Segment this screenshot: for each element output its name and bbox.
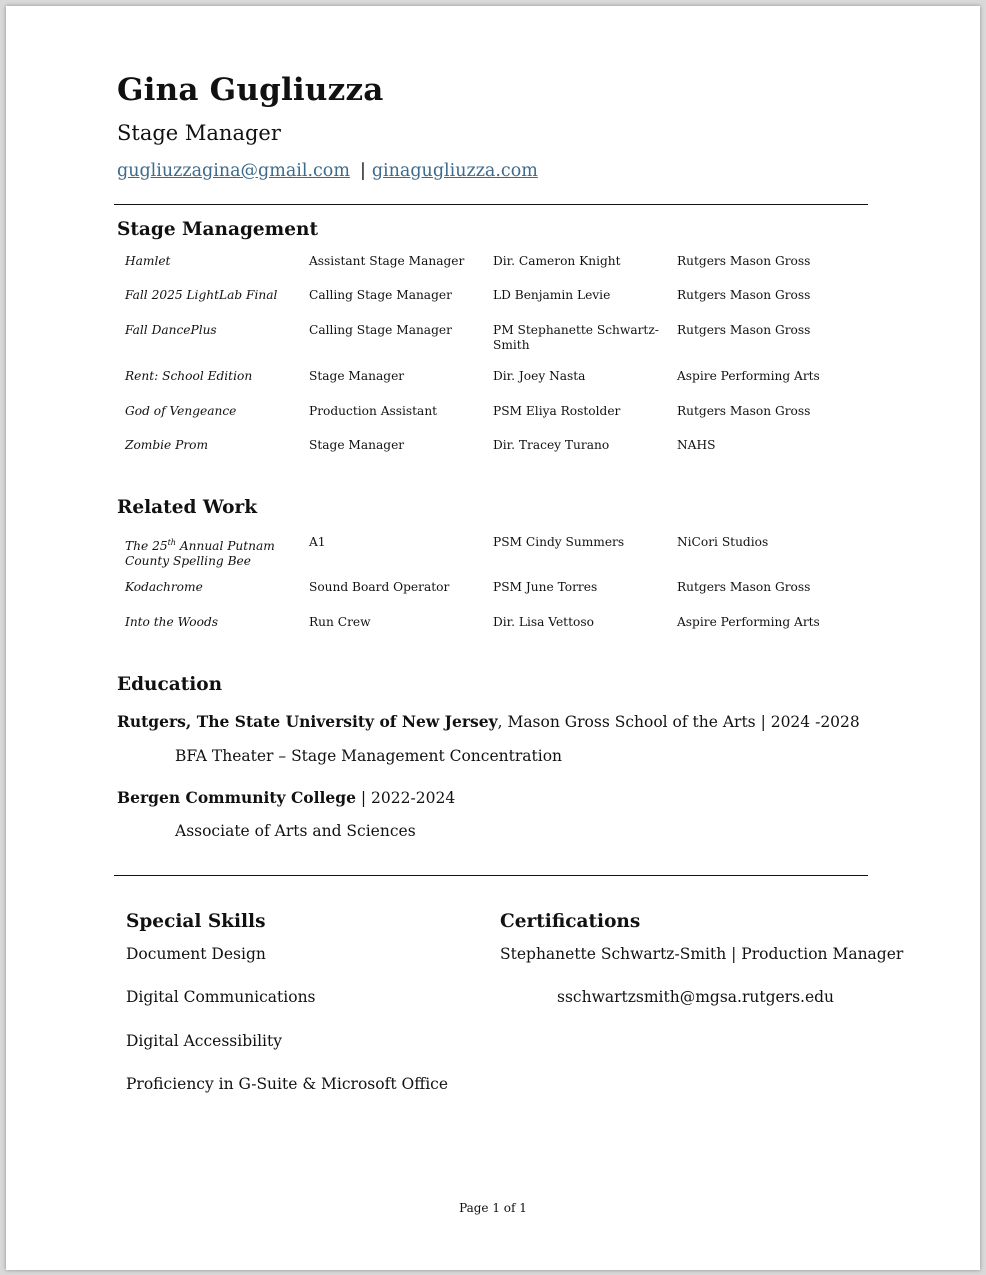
credit-position: Production Assistant (309, 404, 438, 418)
credit-title: Rent: School Edition (125, 369, 253, 383)
credit-title: God of Vengeance (125, 404, 237, 418)
resume-page (6, 6, 980, 1270)
credit-row (125, 404, 865, 438)
credit-director: PSM Cindy Summers (493, 535, 625, 549)
credit-company: Rutgers Mason Gross (677, 580, 811, 594)
credit-company: NiCori Studios (677, 535, 769, 549)
resume-role: Stage Manager (117, 121, 281, 145)
credit-row (125, 254, 865, 288)
credit-director: Dir. Tracey Turano (493, 438, 610, 452)
credit-position: Assistant Stage Manager (309, 254, 465, 268)
credit-title: Fall DancePlus (125, 323, 217, 337)
credit-title: Zombie Prom (125, 438, 209, 452)
credit-position: A1 (309, 535, 326, 549)
credit-title: Fall 2025 LightLab Final (125, 288, 278, 302)
credit-row (125, 369, 865, 404)
website-link[interactable]: ginagugliuzza.com (371, 161, 538, 181)
education-school-2: Bergen Community College | 2022-2024 (117, 788, 456, 807)
credit-company: NAHS (677, 438, 716, 452)
email-link[interactable]: gugliuzzagina@gmail.com (117, 161, 350, 181)
credit-company: Rutgers Mason Gross (677, 404, 811, 418)
certification-email: sschwartzsmith@mgsa.rutgers.edu (557, 988, 835, 1006)
skill-item: Digital Communications (126, 988, 316, 1006)
credit-position: Calling Stage Manager (309, 323, 452, 337)
credit-title: Hamlet (125, 254, 171, 268)
special-skills-heading: Special Skills (126, 911, 266, 932)
credit-director: PSM Eliya Rostolder (493, 404, 621, 418)
credit-position: Sound Board Operator (309, 580, 450, 594)
bottom-divider (114, 875, 868, 876)
contact-line (117, 161, 538, 181)
education-school-1: Rutgers, The State University of New Jersey, Mason Gross School of the Arts | 2024 -2028 (117, 712, 860, 731)
education-degree-1: BFA Theater – Stage Management Concentration (175, 747, 563, 765)
credit-row (125, 615, 865, 649)
credit-director: Dir. Cameron Knight (493, 254, 621, 268)
credit-director: Dir. Lisa Vettoso (493, 615, 594, 629)
credit-row (125, 323, 865, 369)
certifications-heading: Certifications (500, 911, 641, 932)
skill-item: Digital Accessibility (126, 1032, 282, 1050)
credit-director: Dir. Joey Nasta (493, 369, 586, 383)
resume-name: Gina Gugliuzza (117, 72, 384, 108)
credit-company: Aspire Performing Arts (677, 369, 820, 383)
page-number: Page 1 of 1 (459, 1201, 527, 1215)
credit-position: Run Crew (309, 615, 371, 629)
credit-company: Rutgers Mason Gross (677, 254, 811, 268)
credit-director: LD Benjamin Levie (493, 288, 611, 302)
credit-company: Rutgers Mason Gross (677, 288, 811, 302)
stage-management-table (125, 254, 865, 472)
education-degree-2: Associate of Arts and Sciences (175, 822, 416, 840)
credit-company: Aspire Performing Arts (677, 615, 820, 629)
credit-row (125, 535, 865, 580)
credit-position: Stage Manager (309, 438, 405, 452)
credit-director: PM Stephanette Schwartz-Smith (493, 323, 659, 352)
credit-position: Calling Stage Manager (309, 288, 452, 302)
contact-separator: | (359, 161, 366, 181)
top-divider (114, 204, 868, 205)
skill-item: Proficiency in G-Suite & Microsoft Office (126, 1075, 449, 1093)
credit-position: Stage Manager (309, 369, 405, 383)
related-work-heading: Related Work (117, 497, 258, 518)
credit-title: Into the Woods (125, 615, 219, 629)
credit-title: The 25th Annual Putnam County Spelling Bee (125, 538, 275, 569)
related-work-table (125, 535, 865, 649)
stage-management-heading: Stage Management (117, 219, 318, 240)
certification-reference: Stephanette Schwartz-Smith | Production Manager (500, 945, 904, 963)
credit-row (125, 288, 865, 323)
credit-row (125, 438, 865, 472)
credit-title: Kodachrome (125, 580, 203, 594)
skill-item: Document Design (126, 945, 266, 963)
credit-director: PSM June Torres (493, 580, 598, 594)
credit-company: Rutgers Mason Gross (677, 323, 811, 337)
education-heading: Education (117, 674, 223, 695)
credit-row (125, 580, 865, 615)
